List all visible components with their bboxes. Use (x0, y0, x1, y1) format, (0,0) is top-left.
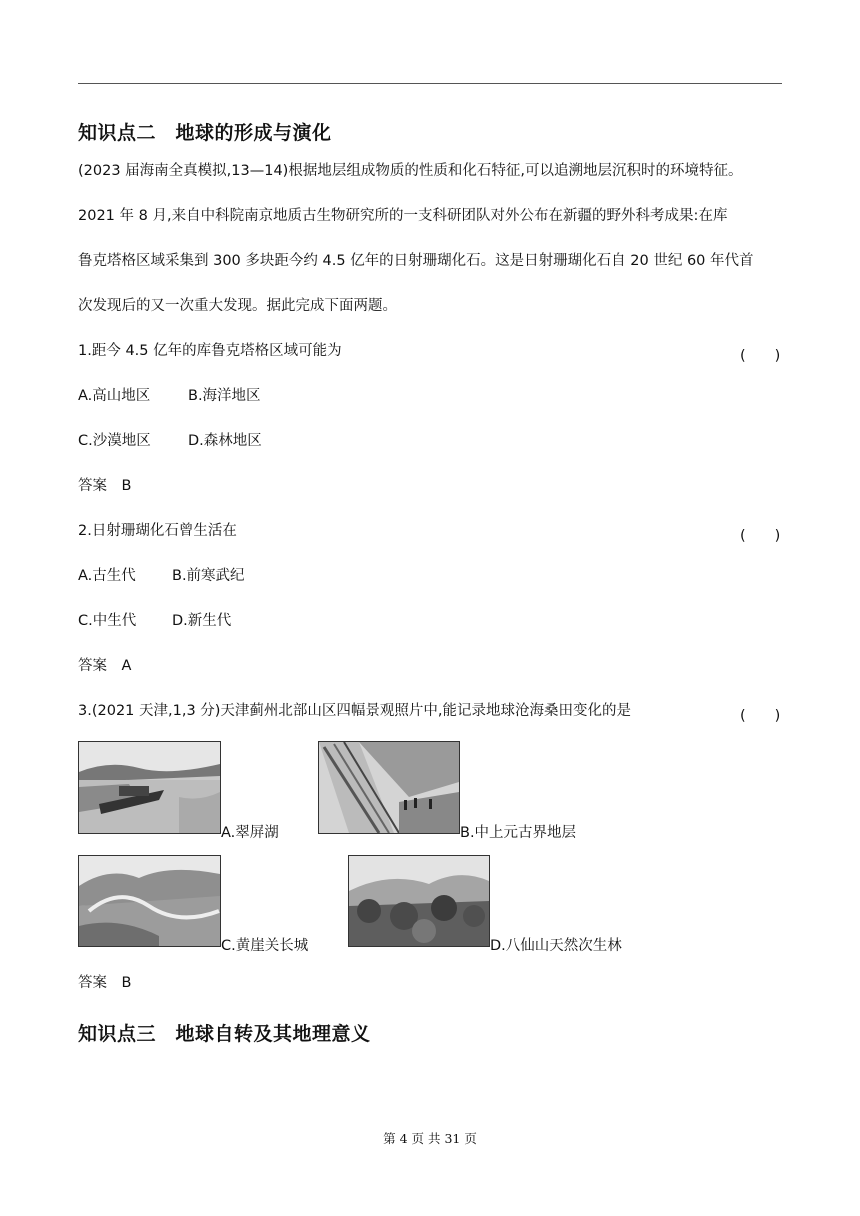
q2-answer-bracket: ( ) (740, 528, 781, 544)
q1-stem: 1.距今 4.5 亿年的库鲁克塔格区域可能为 (78, 343, 342, 359)
q3-stem: 3.(2021 天津,1,3 分)天津蓟州北部山区四幅景观照片中,能记录地球沧海桑田变化的是 (78, 703, 632, 719)
q1-answer-bracket: ( ) (740, 348, 781, 364)
section-title-3: 知识点三 地球自转及其地理意义 (78, 1023, 371, 1045)
q2-option-d: D.新生代 (172, 613, 232, 629)
photo-huangyaguan-great-wall (78, 855, 221, 947)
q1-option-b: B.海洋地区 (188, 388, 261, 404)
caption-c: C.黄崖关长城 (221, 938, 309, 954)
q2-answer: 答案 A (78, 658, 132, 674)
caption-b: B.中上元古界地层 (460, 825, 577, 841)
intro-line-1: (2023 届海南全真模拟,13—14)根据地层组成物质的性质和化石特征,可以追溯地层沉积时的环境特征。 (78, 163, 743, 179)
intro-line-4: 次发现后的又一次重大发现。据此完成下面两题。 (78, 298, 397, 314)
photo-cuiping-lake (78, 741, 221, 834)
intro-line-3: 鲁克塔格区域采集到 300 多块距今约 4.5 亿年的日射珊瑚化石。这是日射珊瑚化石自 20 世纪 60 年代首 (78, 253, 754, 269)
header-rule (78, 83, 782, 84)
q1-option-a: A.高山地区 (78, 388, 151, 404)
photo-strata (318, 741, 460, 834)
intro-line-2: 2021 年 8 月,来自中科院南京地质古生物研究所的一支科研团队对外公布在新疆的野外科考成果:在库 (78, 208, 728, 224)
q2-option-c: C.中生代 (78, 613, 137, 629)
q1-option-d: D.森林地区 (188, 433, 262, 449)
q3-answer: 答案 B (78, 975, 132, 991)
page-footer: 第 4 页 共 31 页 (383, 1131, 477, 1146)
q2-option-b: B.前寒武纪 (172, 568, 245, 584)
caption-d: D.八仙山天然次生林 (490, 938, 622, 954)
q2-option-a: A.古生代 (78, 568, 136, 584)
photo-baxianshan-forest (348, 855, 490, 947)
caption-a: A.翠屏湖 (221, 825, 279, 841)
q1-answer: 答案 B (78, 478, 132, 494)
q3-answer-bracket: ( ) (740, 708, 781, 724)
section-title-2: 知识点二 地球的形成与演化 (78, 122, 332, 144)
q2-stem: 2.日射珊瑚化石曾生活在 (78, 523, 237, 539)
q1-option-c: C.沙漠地区 (78, 433, 151, 449)
